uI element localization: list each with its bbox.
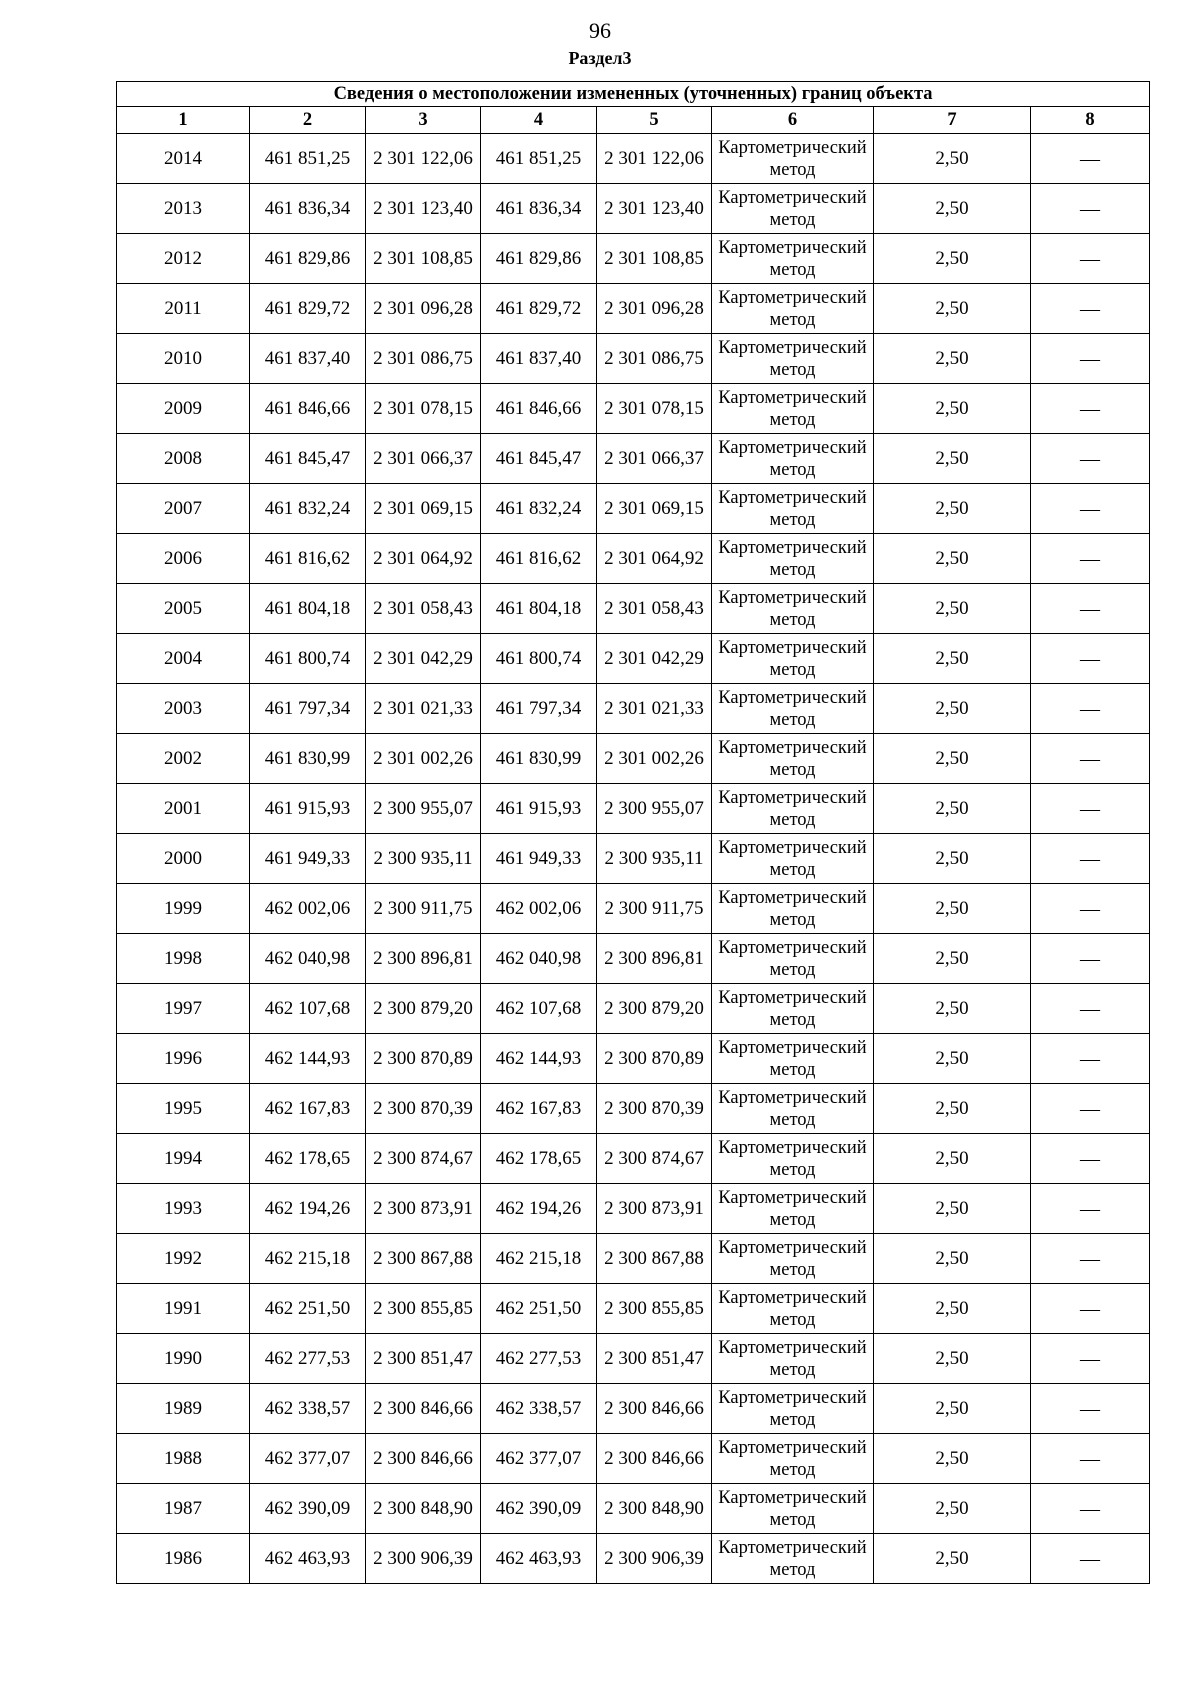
- determination-method-cell: Картометрический метод: [712, 634, 874, 684]
- accuracy-cell: 2,50: [874, 484, 1031, 534]
- description-cell: —: [1031, 984, 1150, 1034]
- table-row: [117, 1534, 1150, 1584]
- description-cell: —: [1031, 1484, 1150, 1534]
- caption-row: [117, 82, 1150, 107]
- y-coordinate-cell: 2 300 896,81: [366, 934, 481, 984]
- description-cell: —: [1031, 434, 1150, 484]
- point-number-cell: 2005: [117, 584, 250, 634]
- determination-method-cell: Картометрический метод: [712, 984, 874, 1034]
- x-coordinate-refined-cell: 462 167,83: [481, 1084, 597, 1134]
- table-row: [117, 984, 1150, 1034]
- description-cell: —: [1031, 284, 1150, 334]
- x-coordinate-refined-cell: 461 816,62: [481, 534, 597, 584]
- y-coordinate-refined-cell: 2 300 851,47: [597, 1334, 712, 1384]
- table-row: [117, 934, 1150, 984]
- y-coordinate-cell: 2 301 108,85: [366, 234, 481, 284]
- x-coordinate-cell: 461 816,62: [250, 534, 366, 584]
- point-number-cell: 2014: [117, 134, 250, 184]
- x-coordinate-refined-cell: 462 144,93: [481, 1034, 597, 1084]
- description-cell: —: [1031, 784, 1150, 834]
- point-number-cell: 2006: [117, 534, 250, 584]
- table-row: [117, 384, 1150, 434]
- table-row: [117, 484, 1150, 534]
- determination-method-cell: Картометрический метод: [712, 1184, 874, 1234]
- table-row: [117, 1434, 1150, 1484]
- accuracy-cell: 2,50: [874, 1484, 1031, 1534]
- y-coordinate-cell: 2 301 123,40: [366, 184, 481, 234]
- x-coordinate-refined-cell: 461 836,34: [481, 184, 597, 234]
- point-number-cell: 2011: [117, 284, 250, 334]
- y-coordinate-cell: 2 300 870,39: [366, 1084, 481, 1134]
- y-coordinate-refined-cell: 2 300 873,91: [597, 1184, 712, 1234]
- x-coordinate-cell: 461 845,47: [250, 434, 366, 484]
- table-row: [117, 1134, 1150, 1184]
- accuracy-cell: 2,50: [874, 1184, 1031, 1234]
- description-cell: —: [1031, 334, 1150, 384]
- y-coordinate-refined-cell: 2 300 846,66: [597, 1434, 712, 1484]
- column-header-2: 2: [250, 107, 366, 134]
- y-coordinate-refined-cell: 2 300 935,11: [597, 834, 712, 884]
- description-cell: —: [1031, 684, 1150, 734]
- determination-method-cell: Картометрический метод: [712, 584, 874, 634]
- accuracy-cell: 2,50: [874, 1334, 1031, 1384]
- column-header-4: 4: [481, 107, 597, 134]
- table-row: [117, 1284, 1150, 1334]
- point-number-cell: 2010: [117, 334, 250, 384]
- table-row: [117, 284, 1150, 334]
- y-coordinate-refined-cell: 2 301 002,26: [597, 734, 712, 784]
- x-coordinate-cell: 461 836,34: [250, 184, 366, 234]
- description-cell: —: [1031, 1284, 1150, 1334]
- x-coordinate-refined-cell: 461 915,93: [481, 784, 597, 834]
- x-coordinate-cell: 462 167,83: [250, 1084, 366, 1134]
- y-coordinate-cell: 2 301 064,92: [366, 534, 481, 584]
- table-row: [117, 334, 1150, 384]
- y-coordinate-cell: 2 300 879,20: [366, 984, 481, 1034]
- point-number-cell: 1990: [117, 1334, 250, 1384]
- x-coordinate-cell: 461 949,33: [250, 834, 366, 884]
- table-row: [117, 1484, 1150, 1534]
- accuracy-cell: 2,50: [874, 334, 1031, 384]
- point-number-cell: 1989: [117, 1384, 250, 1434]
- determination-method-cell: Картометрический метод: [712, 1234, 874, 1284]
- y-coordinate-refined-cell: 2 301 108,85: [597, 234, 712, 284]
- x-coordinate-refined-cell: 462 107,68: [481, 984, 597, 1034]
- y-coordinate-refined-cell: 2 300 848,90: [597, 1484, 712, 1534]
- y-coordinate-refined-cell: 2 300 874,67: [597, 1134, 712, 1184]
- table-row: [117, 134, 1150, 184]
- description-cell: —: [1031, 634, 1150, 684]
- x-coordinate-refined-cell: 461 829,86: [481, 234, 597, 284]
- determination-method-cell: Картометрический метод: [712, 784, 874, 834]
- table-caption: Сведения о местоположении измененных (уточненных) границ объекта: [117, 82, 1150, 107]
- table-row: [117, 634, 1150, 684]
- x-coordinate-refined-cell: 462 002,06: [481, 884, 597, 934]
- description-cell: —: [1031, 934, 1150, 984]
- accuracy-cell: 2,50: [874, 1084, 1031, 1134]
- y-coordinate-cell: 2 300 911,75: [366, 884, 481, 934]
- x-coordinate-refined-cell: 462 194,26: [481, 1184, 597, 1234]
- accuracy-cell: 2,50: [874, 284, 1031, 334]
- x-coordinate-refined-cell: 461 797,34: [481, 684, 597, 734]
- page-number: 96: [589, 18, 611, 43]
- column-header-5: 5: [597, 107, 712, 134]
- point-number-cell: 1991: [117, 1284, 250, 1334]
- y-coordinate-cell: 2 300 874,67: [366, 1134, 481, 1184]
- determination-method-cell: Картометрический метод: [712, 234, 874, 284]
- determination-method-cell: Картометрический метод: [712, 334, 874, 384]
- determination-method-cell: Картометрический метод: [712, 1334, 874, 1384]
- point-number-cell: 1999: [117, 884, 250, 934]
- y-coordinate-cell: 2 301 069,15: [366, 484, 481, 534]
- x-coordinate-cell: 461 851,25: [250, 134, 366, 184]
- description-cell: —: [1031, 1434, 1150, 1484]
- table-row: [117, 1184, 1150, 1234]
- y-coordinate-refined-cell: 2 300 896,81: [597, 934, 712, 984]
- description-cell: —: [1031, 1084, 1150, 1134]
- determination-method-cell: Картометрический метод: [712, 384, 874, 434]
- y-coordinate-cell: 2 301 042,29: [366, 634, 481, 684]
- determination-method-cell: Картометрический метод: [712, 184, 874, 234]
- accuracy-cell: 2,50: [874, 684, 1031, 734]
- section-title: Раздел3: [568, 48, 632, 68]
- table-row: [117, 734, 1150, 784]
- y-coordinate-refined-cell: 2 300 870,39: [597, 1084, 712, 1134]
- accuracy-cell: 2,50: [874, 1534, 1031, 1584]
- x-coordinate-refined-cell: 461 845,47: [481, 434, 597, 484]
- x-coordinate-cell: 462 277,53: [250, 1334, 366, 1384]
- y-coordinate-refined-cell: 2 301 021,33: [597, 684, 712, 734]
- table-row: [117, 234, 1150, 284]
- x-coordinate-refined-cell: 462 040,98: [481, 934, 597, 984]
- point-number-cell: 1997: [117, 984, 250, 1034]
- accuracy-cell: 2,50: [874, 534, 1031, 584]
- accuracy-cell: 2,50: [874, 884, 1031, 934]
- x-coordinate-cell: 461 846,66: [250, 384, 366, 434]
- x-coordinate-refined-cell: 462 251,50: [481, 1284, 597, 1334]
- y-coordinate-cell: 2 300 867,88: [366, 1234, 481, 1284]
- determination-method-cell: Картометрический метод: [712, 684, 874, 734]
- table-row: [117, 434, 1150, 484]
- description-cell: —: [1031, 884, 1150, 934]
- accuracy-cell: 2,50: [874, 1134, 1031, 1184]
- accuracy-cell: 2,50: [874, 1034, 1031, 1084]
- table-row: [117, 834, 1150, 884]
- table-row: [117, 584, 1150, 634]
- x-coordinate-refined-cell: 461 800,74: [481, 634, 597, 684]
- accuracy-cell: 2,50: [874, 234, 1031, 284]
- determination-method-cell: Картометрический метод: [712, 1284, 874, 1334]
- point-number-cell: 1993: [117, 1184, 250, 1234]
- x-coordinate-cell: 462 194,26: [250, 1184, 366, 1234]
- determination-method-cell: Картометрический метод: [712, 1034, 874, 1084]
- determination-method-cell: Картометрический метод: [712, 1534, 874, 1584]
- y-coordinate-refined-cell: 2 300 906,39: [597, 1534, 712, 1584]
- y-coordinate-refined-cell: 2 300 955,07: [597, 784, 712, 834]
- point-number-cell: 1987: [117, 1484, 250, 1534]
- description-cell: —: [1031, 384, 1150, 434]
- x-coordinate-refined-cell: 462 390,09: [481, 1484, 597, 1534]
- description-cell: —: [1031, 834, 1150, 884]
- x-coordinate-refined-cell: 461 832,24: [481, 484, 597, 534]
- accuracy-cell: 2,50: [874, 634, 1031, 684]
- table-row: [117, 1034, 1150, 1084]
- point-number-cell: 2008: [117, 434, 250, 484]
- description-cell: —: [1031, 234, 1150, 284]
- x-coordinate-refined-cell: 462 463,93: [481, 1534, 597, 1584]
- determination-method-cell: Картометрический метод: [712, 1384, 874, 1434]
- table-row: [117, 784, 1150, 834]
- y-coordinate-cell: 2 301 058,43: [366, 584, 481, 634]
- point-number-cell: 2013: [117, 184, 250, 234]
- point-number-cell: 2012: [117, 234, 250, 284]
- x-coordinate-cell: 461 829,72: [250, 284, 366, 334]
- y-coordinate-cell: 2 300 846,66: [366, 1384, 481, 1434]
- description-cell: —: [1031, 534, 1150, 584]
- accuracy-cell: 2,50: [874, 1384, 1031, 1434]
- table-row: [117, 884, 1150, 934]
- table-row: [117, 1234, 1150, 1284]
- description-cell: —: [1031, 1034, 1150, 1084]
- determination-method-cell: Картометрический метод: [712, 484, 874, 534]
- table-row: [117, 1084, 1150, 1134]
- y-coordinate-refined-cell: 2 301 096,28: [597, 284, 712, 334]
- y-coordinate-cell: 2 301 021,33: [366, 684, 481, 734]
- x-coordinate-cell: 462 251,50: [250, 1284, 366, 1334]
- determination-method-cell: Картометрический метод: [712, 1484, 874, 1534]
- x-coordinate-cell: 461 800,74: [250, 634, 366, 684]
- point-number-cell: 2001: [117, 784, 250, 834]
- point-number-cell: 2002: [117, 734, 250, 784]
- x-coordinate-cell: 462 338,57: [250, 1384, 366, 1434]
- x-coordinate-cell: 462 215,18: [250, 1234, 366, 1284]
- accuracy-cell: 2,50: [874, 734, 1031, 784]
- accuracy-cell: 2,50: [874, 384, 1031, 434]
- determination-method-cell: Картометрический метод: [712, 834, 874, 884]
- y-coordinate-refined-cell: 2 300 870,89: [597, 1034, 712, 1084]
- description-cell: —: [1031, 1534, 1150, 1584]
- y-coordinate-cell: 2 301 078,15: [366, 384, 481, 434]
- determination-method-cell: Картометрический метод: [712, 534, 874, 584]
- y-coordinate-cell: 2 300 873,91: [366, 1184, 481, 1234]
- accuracy-cell: 2,50: [874, 434, 1031, 484]
- table-row: [117, 1334, 1150, 1384]
- x-coordinate-cell: 462 144,93: [250, 1034, 366, 1084]
- y-coordinate-cell: 2 300 855,85: [366, 1284, 481, 1334]
- x-coordinate-refined-cell: 461 846,66: [481, 384, 597, 434]
- x-coordinate-cell: 462 178,65: [250, 1134, 366, 1184]
- y-coordinate-refined-cell: 2 301 058,43: [597, 584, 712, 634]
- x-coordinate-refined-cell: 462 338,57: [481, 1384, 597, 1434]
- x-coordinate-cell: 461 797,34: [250, 684, 366, 734]
- point-number-cell: 1998: [117, 934, 250, 984]
- y-coordinate-refined-cell: 2 300 867,88: [597, 1234, 712, 1284]
- description-cell: —: [1031, 1134, 1150, 1184]
- y-coordinate-cell: 2 300 955,07: [366, 784, 481, 834]
- x-coordinate-cell: 461 832,24: [250, 484, 366, 534]
- x-coordinate-refined-cell: 461 949,33: [481, 834, 597, 884]
- y-coordinate-cell: 2 300 851,47: [366, 1334, 481, 1384]
- x-coordinate-refined-cell: 462 377,07: [481, 1434, 597, 1484]
- accuracy-cell: 2,50: [874, 984, 1031, 1034]
- x-coordinate-cell: 461 804,18: [250, 584, 366, 634]
- accuracy-cell: 2,50: [874, 584, 1031, 634]
- y-coordinate-cell: 2 301 066,37: [366, 434, 481, 484]
- accuracy-cell: 2,50: [874, 184, 1031, 234]
- y-coordinate-cell: 2 301 086,75: [366, 334, 481, 384]
- point-number-cell: 2009: [117, 384, 250, 434]
- y-coordinate-cell: 2 300 906,39: [366, 1534, 481, 1584]
- column-header-3: 3: [366, 107, 481, 134]
- x-coordinate-cell: 462 377,07: [250, 1434, 366, 1484]
- accuracy-cell: 2,50: [874, 134, 1031, 184]
- x-coordinate-cell: 462 390,09: [250, 1484, 366, 1534]
- point-number-cell: 1988: [117, 1434, 250, 1484]
- point-number-cell: 1995: [117, 1084, 250, 1134]
- column-header-1: 1: [117, 107, 250, 134]
- point-number-cell: 2007: [117, 484, 250, 534]
- description-cell: —: [1031, 184, 1150, 234]
- y-coordinate-cell: 2 300 848,90: [366, 1484, 481, 1534]
- y-coordinate-cell: 2 301 002,26: [366, 734, 481, 784]
- y-coordinate-refined-cell: 2 300 846,66: [597, 1384, 712, 1434]
- y-coordinate-cell: 2 301 096,28: [366, 284, 481, 334]
- column-header-8: 8: [1031, 107, 1150, 134]
- y-coordinate-refined-cell: 2 301 086,75: [597, 334, 712, 384]
- y-coordinate-refined-cell: 2 301 042,29: [597, 634, 712, 684]
- y-coordinate-cell: 2 300 846,66: [366, 1434, 481, 1484]
- determination-method-cell: Картометрический метод: [712, 134, 874, 184]
- determination-method-cell: Картометрический метод: [712, 1134, 874, 1184]
- x-coordinate-cell: 462 463,93: [250, 1534, 366, 1584]
- table-body: [117, 134, 1150, 1584]
- description-cell: —: [1031, 584, 1150, 634]
- x-coordinate-cell: 461 830,99: [250, 734, 366, 784]
- description-cell: —: [1031, 1184, 1150, 1234]
- table-row: [117, 534, 1150, 584]
- x-coordinate-refined-cell: 461 829,72: [481, 284, 597, 334]
- description-cell: —: [1031, 484, 1150, 534]
- x-coordinate-refined-cell: 461 804,18: [481, 584, 597, 634]
- determination-method-cell: Картометрический метод: [712, 434, 874, 484]
- y-coordinate-refined-cell: 2 301 069,15: [597, 484, 712, 534]
- coordinates-table: [116, 81, 1150, 1584]
- table-row: [117, 684, 1150, 734]
- x-coordinate-refined-cell: 461 837,40: [481, 334, 597, 384]
- point-number-cell: 2000: [117, 834, 250, 884]
- x-coordinate-cell: 462 002,06: [250, 884, 366, 934]
- y-coordinate-refined-cell: 2 301 064,92: [597, 534, 712, 584]
- accuracy-cell: 2,50: [874, 1234, 1031, 1284]
- x-coordinate-cell: 461 829,86: [250, 234, 366, 284]
- point-number-cell: 1996: [117, 1034, 250, 1084]
- point-number-cell: 1994: [117, 1134, 250, 1184]
- determination-method-cell: Картометрический метод: [712, 284, 874, 334]
- accuracy-cell: 2,50: [874, 834, 1031, 884]
- determination-method-cell: Картометрический метод: [712, 884, 874, 934]
- y-coordinate-refined-cell: 2 301 066,37: [597, 434, 712, 484]
- header-row: [117, 107, 1150, 134]
- column-header-6: 6: [712, 107, 874, 134]
- x-coordinate-cell: 461 915,93: [250, 784, 366, 834]
- description-cell: —: [1031, 1234, 1150, 1284]
- description-cell: —: [1031, 1334, 1150, 1384]
- x-coordinate-cell: 461 837,40: [250, 334, 366, 384]
- point-number-cell: 2003: [117, 684, 250, 734]
- x-coordinate-refined-cell: 462 215,18: [481, 1234, 597, 1284]
- y-coordinate-refined-cell: 2 300 855,85: [597, 1284, 712, 1334]
- y-coordinate-refined-cell: 2 301 078,15: [597, 384, 712, 434]
- y-coordinate-refined-cell: 2 300 879,20: [597, 984, 712, 1034]
- determination-method-cell: Картометрический метод: [712, 1434, 874, 1484]
- description-cell: —: [1031, 1384, 1150, 1434]
- y-coordinate-refined-cell: 2 301 122,06: [597, 134, 712, 184]
- accuracy-cell: 2,50: [874, 1434, 1031, 1484]
- x-coordinate-refined-cell: 462 178,65: [481, 1134, 597, 1184]
- description-cell: —: [1031, 134, 1150, 184]
- table-row: [117, 184, 1150, 234]
- x-coordinate-refined-cell: 462 277,53: [481, 1334, 597, 1384]
- point-number-cell: 1986: [117, 1534, 250, 1584]
- column-header-7: 7: [874, 107, 1031, 134]
- point-number-cell: 2004: [117, 634, 250, 684]
- x-coordinate-refined-cell: 461 830,99: [481, 734, 597, 784]
- point-number-cell: 1992: [117, 1234, 250, 1284]
- y-coordinate-refined-cell: 2 301 123,40: [597, 184, 712, 234]
- y-coordinate-cell: 2 301 122,06: [366, 134, 481, 184]
- accuracy-cell: 2,50: [874, 1284, 1031, 1334]
- x-coordinate-cell: 462 107,68: [250, 984, 366, 1034]
- determination-method-cell: Картометрический метод: [712, 934, 874, 984]
- accuracy-cell: 2,50: [874, 784, 1031, 834]
- description-cell: —: [1031, 734, 1150, 784]
- table-row: [117, 1384, 1150, 1434]
- y-coordinate-cell: 2 300 935,11: [366, 834, 481, 884]
- x-coordinate-cell: 462 040,98: [250, 934, 366, 984]
- y-coordinate-refined-cell: 2 300 911,75: [597, 884, 712, 934]
- y-coordinate-cell: 2 300 870,89: [366, 1034, 481, 1084]
- accuracy-cell: 2,50: [874, 934, 1031, 984]
- determination-method-cell: Картометрический метод: [712, 734, 874, 784]
- x-coordinate-refined-cell: 461 851,25: [481, 134, 597, 184]
- determination-method-cell: Картометрический метод: [712, 1084, 874, 1134]
